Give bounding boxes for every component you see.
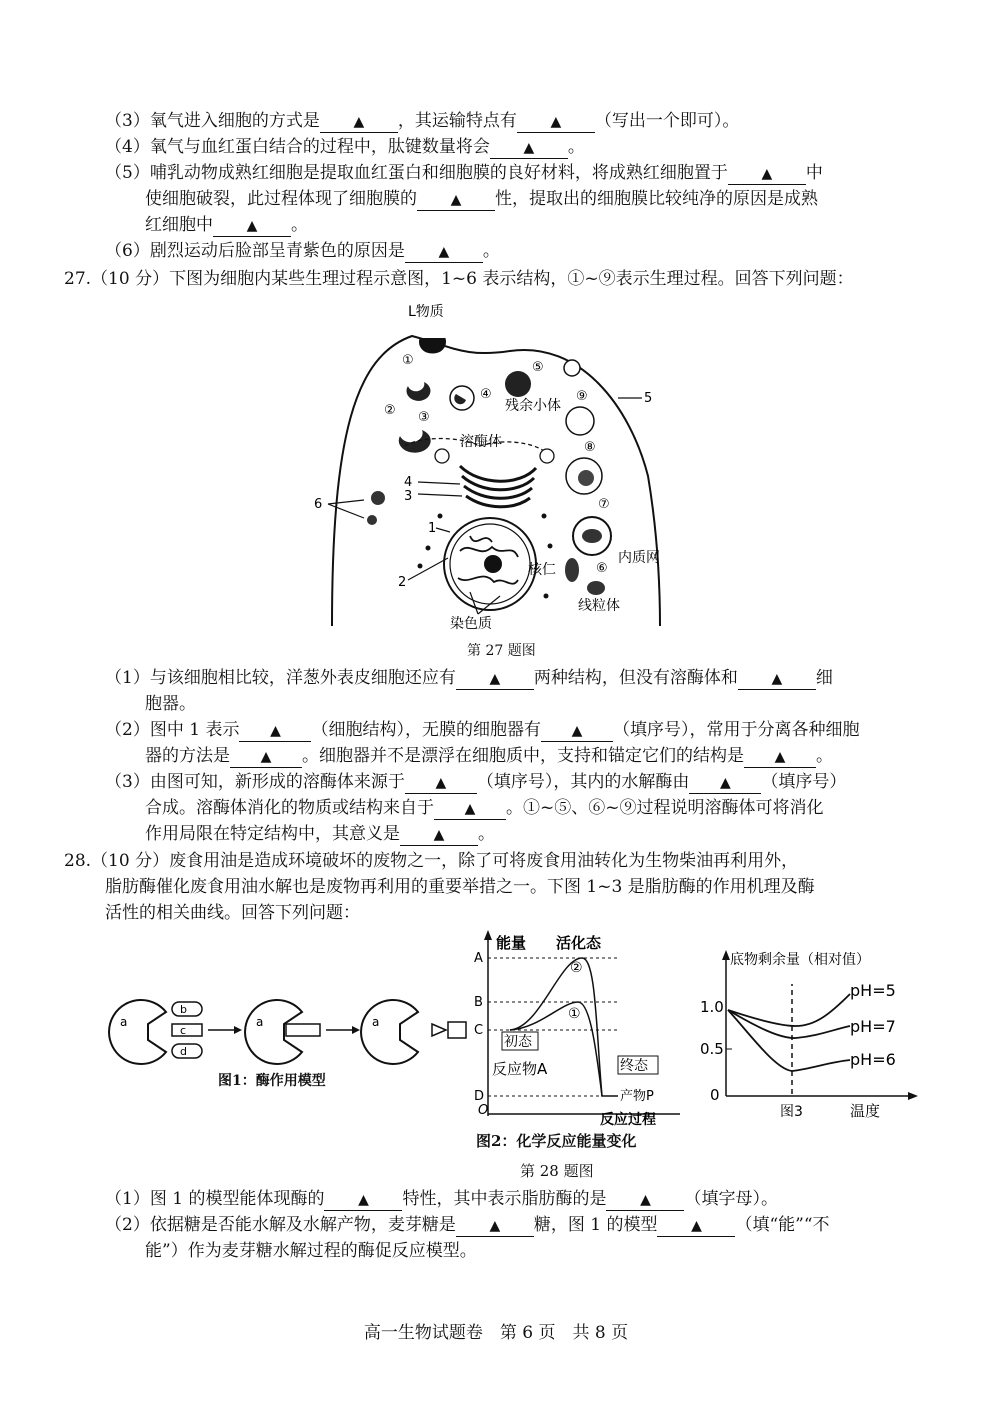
q28-fig1-caption: 图1：酶作用模型: [218, 1073, 326, 1089]
answer-blank[interactable]: ▲: [456, 1215, 534, 1237]
answer-blank[interactable]: ▲: [417, 189, 495, 211]
svg-text:d: d: [180, 1045, 187, 1058]
q26-item5-line2: 使细胞破裂，此过程体现了细胞膜的 ▲ 性，提取出的细胞膜比较纯净的原因是成熟: [145, 189, 818, 209]
fig3-xlabel: 温度: [850, 1102, 881, 1120]
svg-text:③: ③: [418, 410, 430, 425]
answer-blank[interactable]: ▲: [405, 772, 477, 794]
q27-item3-line3: 作用局限在特定结构中，其意义是 ▲ 。: [145, 824, 495, 844]
svg-text:②: ②: [570, 960, 583, 976]
q28-fig2-energy: [470, 928, 690, 1128]
fig2-ylabel: 能量: [496, 934, 527, 952]
fig2-initial-state: 初态: [504, 1034, 532, 1050]
q26-item3: （3）氧气进入细胞的方式是 ▲ ，其运输特点有 ▲ （写出一个即可）。: [105, 111, 740, 131]
svg-text:②: ②: [384, 403, 396, 418]
q28-figure-caption: 第 28 题图: [520, 1162, 594, 1180]
svg-text:①: ①: [402, 353, 414, 368]
label-chromatin: 染色质: [450, 616, 492, 632]
svg-text:C: C: [474, 1023, 484, 1038]
svg-text:6: 6: [314, 497, 323, 512]
answer-blank[interactable]: ▲: [738, 668, 816, 690]
q28-item1: （1）图 1 的模型能体现酶的 ▲ 特性，其中表示脂肪酶的是 ▲ （填字母）。: [105, 1189, 778, 1209]
answer-blank[interactable]: ▲: [490, 137, 568, 159]
q28-fig2-caption: 图2：化学反应能量变化: [476, 1132, 637, 1150]
svg-text:2: 2: [398, 575, 407, 590]
svg-text:3: 3: [404, 489, 413, 504]
svg-text:A: A: [474, 951, 483, 966]
svg-text:a: a: [372, 1015, 380, 1029]
answer-blank[interactable]: ▲: [239, 720, 311, 742]
svg-text:5: 5: [644, 391, 653, 406]
svg-text:1: 1: [428, 521, 437, 536]
q27-cell-diagram: [300, 296, 680, 632]
answer-blank[interactable]: ▲: [541, 720, 613, 742]
page-footer: 高一生物试题卷 第 6 页 共 8 页: [363, 1323, 629, 1343]
answer-blank[interactable]: ▲: [434, 798, 506, 820]
svg-text:①: ①: [568, 1006, 581, 1022]
fig2-xlabel: 反应过程: [600, 1112, 656, 1128]
fig3-title: 图3: [780, 1104, 803, 1120]
answer-blank[interactable]: ▲: [324, 1189, 402, 1211]
answer-blank[interactable]: ▲: [728, 163, 806, 185]
label-er: 内质网: [618, 550, 660, 566]
q27-item2-line2: 器的方法是 ▲ 。细胞器并不是漂浮在细胞质中，支持和锚定它们的结构是 ▲ 。: [145, 746, 833, 766]
q28-stem-line1: 28.（10 分）废食用油是造成环境破坏的废物之一，除了可将废食用油转化为生物柴油再利用外，: [64, 851, 799, 871]
svg-text:0.5: 0.5: [700, 1040, 724, 1058]
answer-blank[interactable]: ▲: [456, 668, 534, 690]
answer-blank[interactable]: ▲: [517, 111, 595, 133]
svg-text:b: b: [180, 1003, 187, 1016]
svg-text:⑤: ⑤: [532, 360, 544, 375]
q27-stem: 27.（10 分）下图为细胞内某些生理过程示意图，1~6 表示结构，①~⑨表示生理过程。回答下列问题：: [64, 269, 854, 289]
svg-text:④: ④: [480, 387, 492, 402]
q27-item1-line2: 胞器。: [145, 694, 196, 714]
fig2-active-state: 活化态: [556, 934, 602, 952]
q27-item3-line2: 合成。溶酶体消化的物质或结构来自于 ▲ 。①~⑤、⑥~⑨过程说明溶酶体可将消化: [145, 798, 824, 818]
q26-item5-line3: 红细胞中 ▲ 。: [145, 215, 308, 235]
q26-item5-line1: （5）哺乳动物成熟红细胞是提取血红蛋白和细胞膜的良好材料，将成熟红细胞置于 ▲ 中: [105, 163, 823, 183]
fig2-product: 产物P: [620, 1089, 654, 1104]
q26-item4: （4）氧气与血红蛋白结合的过程中，肽键数量将会 ▲ 。: [105, 137, 585, 157]
q28-stem-line2: 脂肪酶催化废食用油水解也是废物再利用的重要举措之一。下图 1~3 是脂肪酶的作用机理及酶: [105, 877, 815, 897]
svg-text:a: a: [256, 1015, 264, 1029]
answer-blank[interactable]: ▲: [213, 215, 291, 237]
answer-blank[interactable]: ▲: [744, 746, 816, 768]
svg-text:⑥: ⑥: [596, 561, 608, 576]
q28-item2-line1: （2）依据糖是否能水解及水解产物，麦芽糖是 ▲ 糖，图 1 的模型 ▲ （填“能”“不: [105, 1215, 830, 1235]
label-lysosome: 溶酶体: [460, 434, 502, 450]
label-mitochondria: 线粒体: [578, 598, 620, 614]
fig2-final-state: 终态: [620, 1058, 648, 1074]
svg-text:c: c: [180, 1024, 187, 1037]
svg-text:0: 0: [710, 1086, 720, 1104]
svg-text:a: a: [120, 1015, 128, 1029]
answer-blank[interactable]: ▲: [230, 746, 302, 768]
answer-blank[interactable]: ▲: [405, 241, 483, 263]
answer-blank[interactable]: ▲: [400, 824, 478, 846]
svg-text:1.0: 1.0: [700, 998, 724, 1016]
label-l-substance: L物质: [408, 304, 444, 320]
q27-item3-line1: （3）由图可知，新形成的溶酶体来源于 ▲ （填序号），其内的水解酶由 ▲ （填序号）: [105, 772, 847, 792]
answer-blank[interactable]: ▲: [657, 1215, 735, 1237]
fig2-reactant: 反应物A: [492, 1060, 548, 1078]
label-residual-body: 残余小体: [505, 398, 561, 414]
q27-item2-line1: （2）图中 1 表示 ▲ （细胞结构），无膜的细胞器有 ▲ （填序号），常用于分离各种细胞: [105, 720, 860, 740]
answer-blank[interactable]: ▲: [606, 1189, 684, 1211]
svg-text:4: 4: [404, 475, 413, 490]
fig3-series-ph7: pH=7: [850, 1017, 896, 1036]
svg-text:⑨: ⑨: [576, 389, 588, 404]
fig3-series-ph5: pH=5: [850, 981, 896, 1000]
q28-stem-line3: 活性的相关曲线。回答下列问题：: [105, 903, 360, 923]
svg-text:O: O: [478, 1103, 489, 1118]
q27-item1-line1: （1）与该细胞相比较，洋葱外表皮细胞还应有 ▲ 两种结构，但没有溶酶体和 ▲ 细: [105, 668, 833, 688]
label-nucleolus: 核仁: [528, 562, 556, 578]
q28-item2-line2: 能”）作为麦芽糖水解过程的酶促反应模型。: [145, 1241, 477, 1261]
svg-text:D: D: [474, 1089, 485, 1104]
q26-item6: （6）剧烈运动后脸部呈青紫色的原因是 ▲ 。: [105, 241, 500, 261]
q28-fig3-chart: [700, 944, 930, 1124]
q27-figure-caption: 第 27 题图: [467, 643, 536, 659]
answer-blank[interactable]: ▲: [320, 111, 398, 133]
svg-text:B: B: [474, 995, 483, 1010]
answer-blank[interactable]: ▲: [689, 772, 761, 794]
svg-text:⑦: ⑦: [598, 497, 610, 512]
svg-text:⑧: ⑧: [584, 440, 596, 455]
fig3-ylabel: 底物剩余量（相对值）: [730, 952, 870, 968]
fig3-series-ph6: pH=6: [850, 1050, 896, 1069]
